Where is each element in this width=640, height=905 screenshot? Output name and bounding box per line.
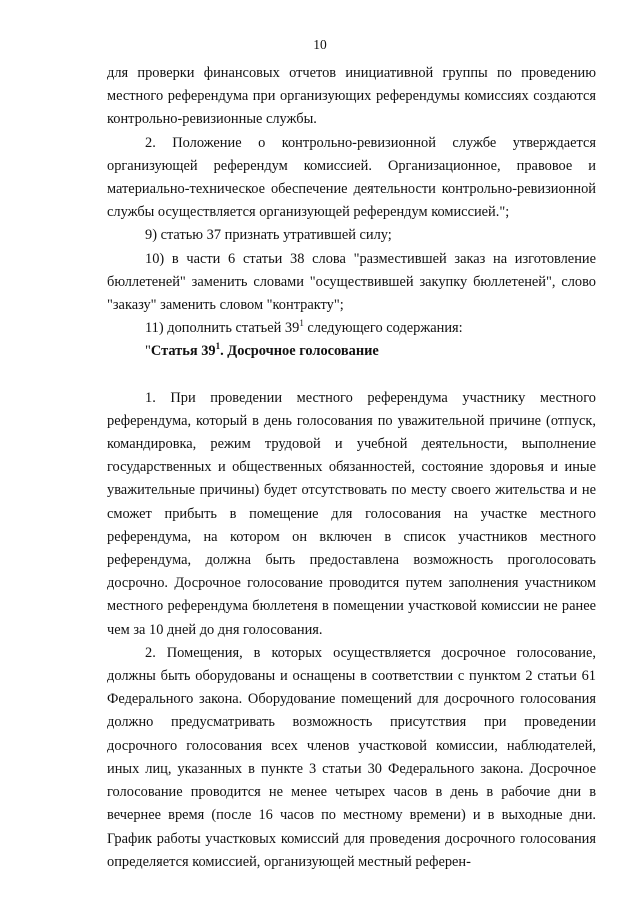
heading-quote: " bbox=[145, 343, 151, 360]
item-11-superscript: 1 bbox=[299, 318, 304, 329]
paragraph-early-voting-2: 2. Помещения, в которых осуществляется досрочное голосование, должны быть оборудованы и оснащены в соответствии с пунктом 2 статьи 61 Федерального закона. Оборудование помещений для досрочного голосования должно предусматривать возможность присутствия при проведении досрочного голосования всех членов участковой комиссии, наблюдателей, иных лиц, указанных в пункте 3 статьи 30 Федерального закона. Досрочное голосование проводится не менее четырех часов в день в рабочие дни в вечернее время (после 16 часов по местному времени) и в выходные дни. График работы участковых комиссий для проведения досрочного голосования определяется комиссией, организующей местный референ- bbox=[107, 644, 596, 870]
paragraph-continuation: для проверки финансовых отчетов инициативной группы по проведению местного референдума при организующих референдумы комиссиях создаются контрольно-ревизионные службы. bbox=[107, 65, 596, 128]
paragraph-item-11 bbox=[107, 317, 596, 340]
heading-label: Статья 39 bbox=[150, 343, 216, 360]
paragraph-item-9: 9) статью 37 признать утратившей силу; bbox=[145, 227, 392, 244]
paragraph-control-audit-service: 2. Положение о контрольно-ревизионной службе утверждается организующей референдум комиссией. Организационное, правовое и материально-техническое обеспечение деятельности контрольно-ревизионной службы осуществляется организующей референдум комиссией."; bbox=[107, 134, 596, 221]
item-11-text: 11) дополнить статьей 39 bbox=[145, 320, 300, 337]
heading-title: . Досрочное голосование bbox=[220, 343, 379, 360]
heading-superscript: 1 bbox=[215, 341, 221, 352]
article-heading bbox=[107, 340, 596, 363]
page-number: 10 bbox=[313, 37, 327, 52]
blank-line bbox=[107, 364, 596, 387]
item-11-text-end: следующего содержания: bbox=[303, 320, 463, 337]
document-body bbox=[107, 62, 596, 874]
paragraph-item-10: 10) в части 6 статьи 38 слова "разместившей заказ на изготовление бюллетеней" заменить словами "осуществившей закупку бюллетеней", слово "заказу" заменить словом "контракту"; bbox=[107, 250, 596, 314]
paragraph-early-voting-1: 1. При проведении местного референдума участнику местного референдума, который в день голосования по уважительной причине (отпуск, командировка, режим трудовой и учебной деятельности, выполнение государственных и общественных обязанностей, состояние здоровья и иные уважительные причины) будет отсутствовать по месту своего жительства и не сможет прибыть в помещение для голосования на участке местного референдума, на котором он включен в список участников местного референдума, должна быть предоставлена возможность проголосовать досрочно. Досрочное голосование проводится путем заполнения участником местного референдума бюллетеня в помещении участковой комиссии не ранее чем за 10 дней до дня голосования. bbox=[107, 389, 596, 638]
